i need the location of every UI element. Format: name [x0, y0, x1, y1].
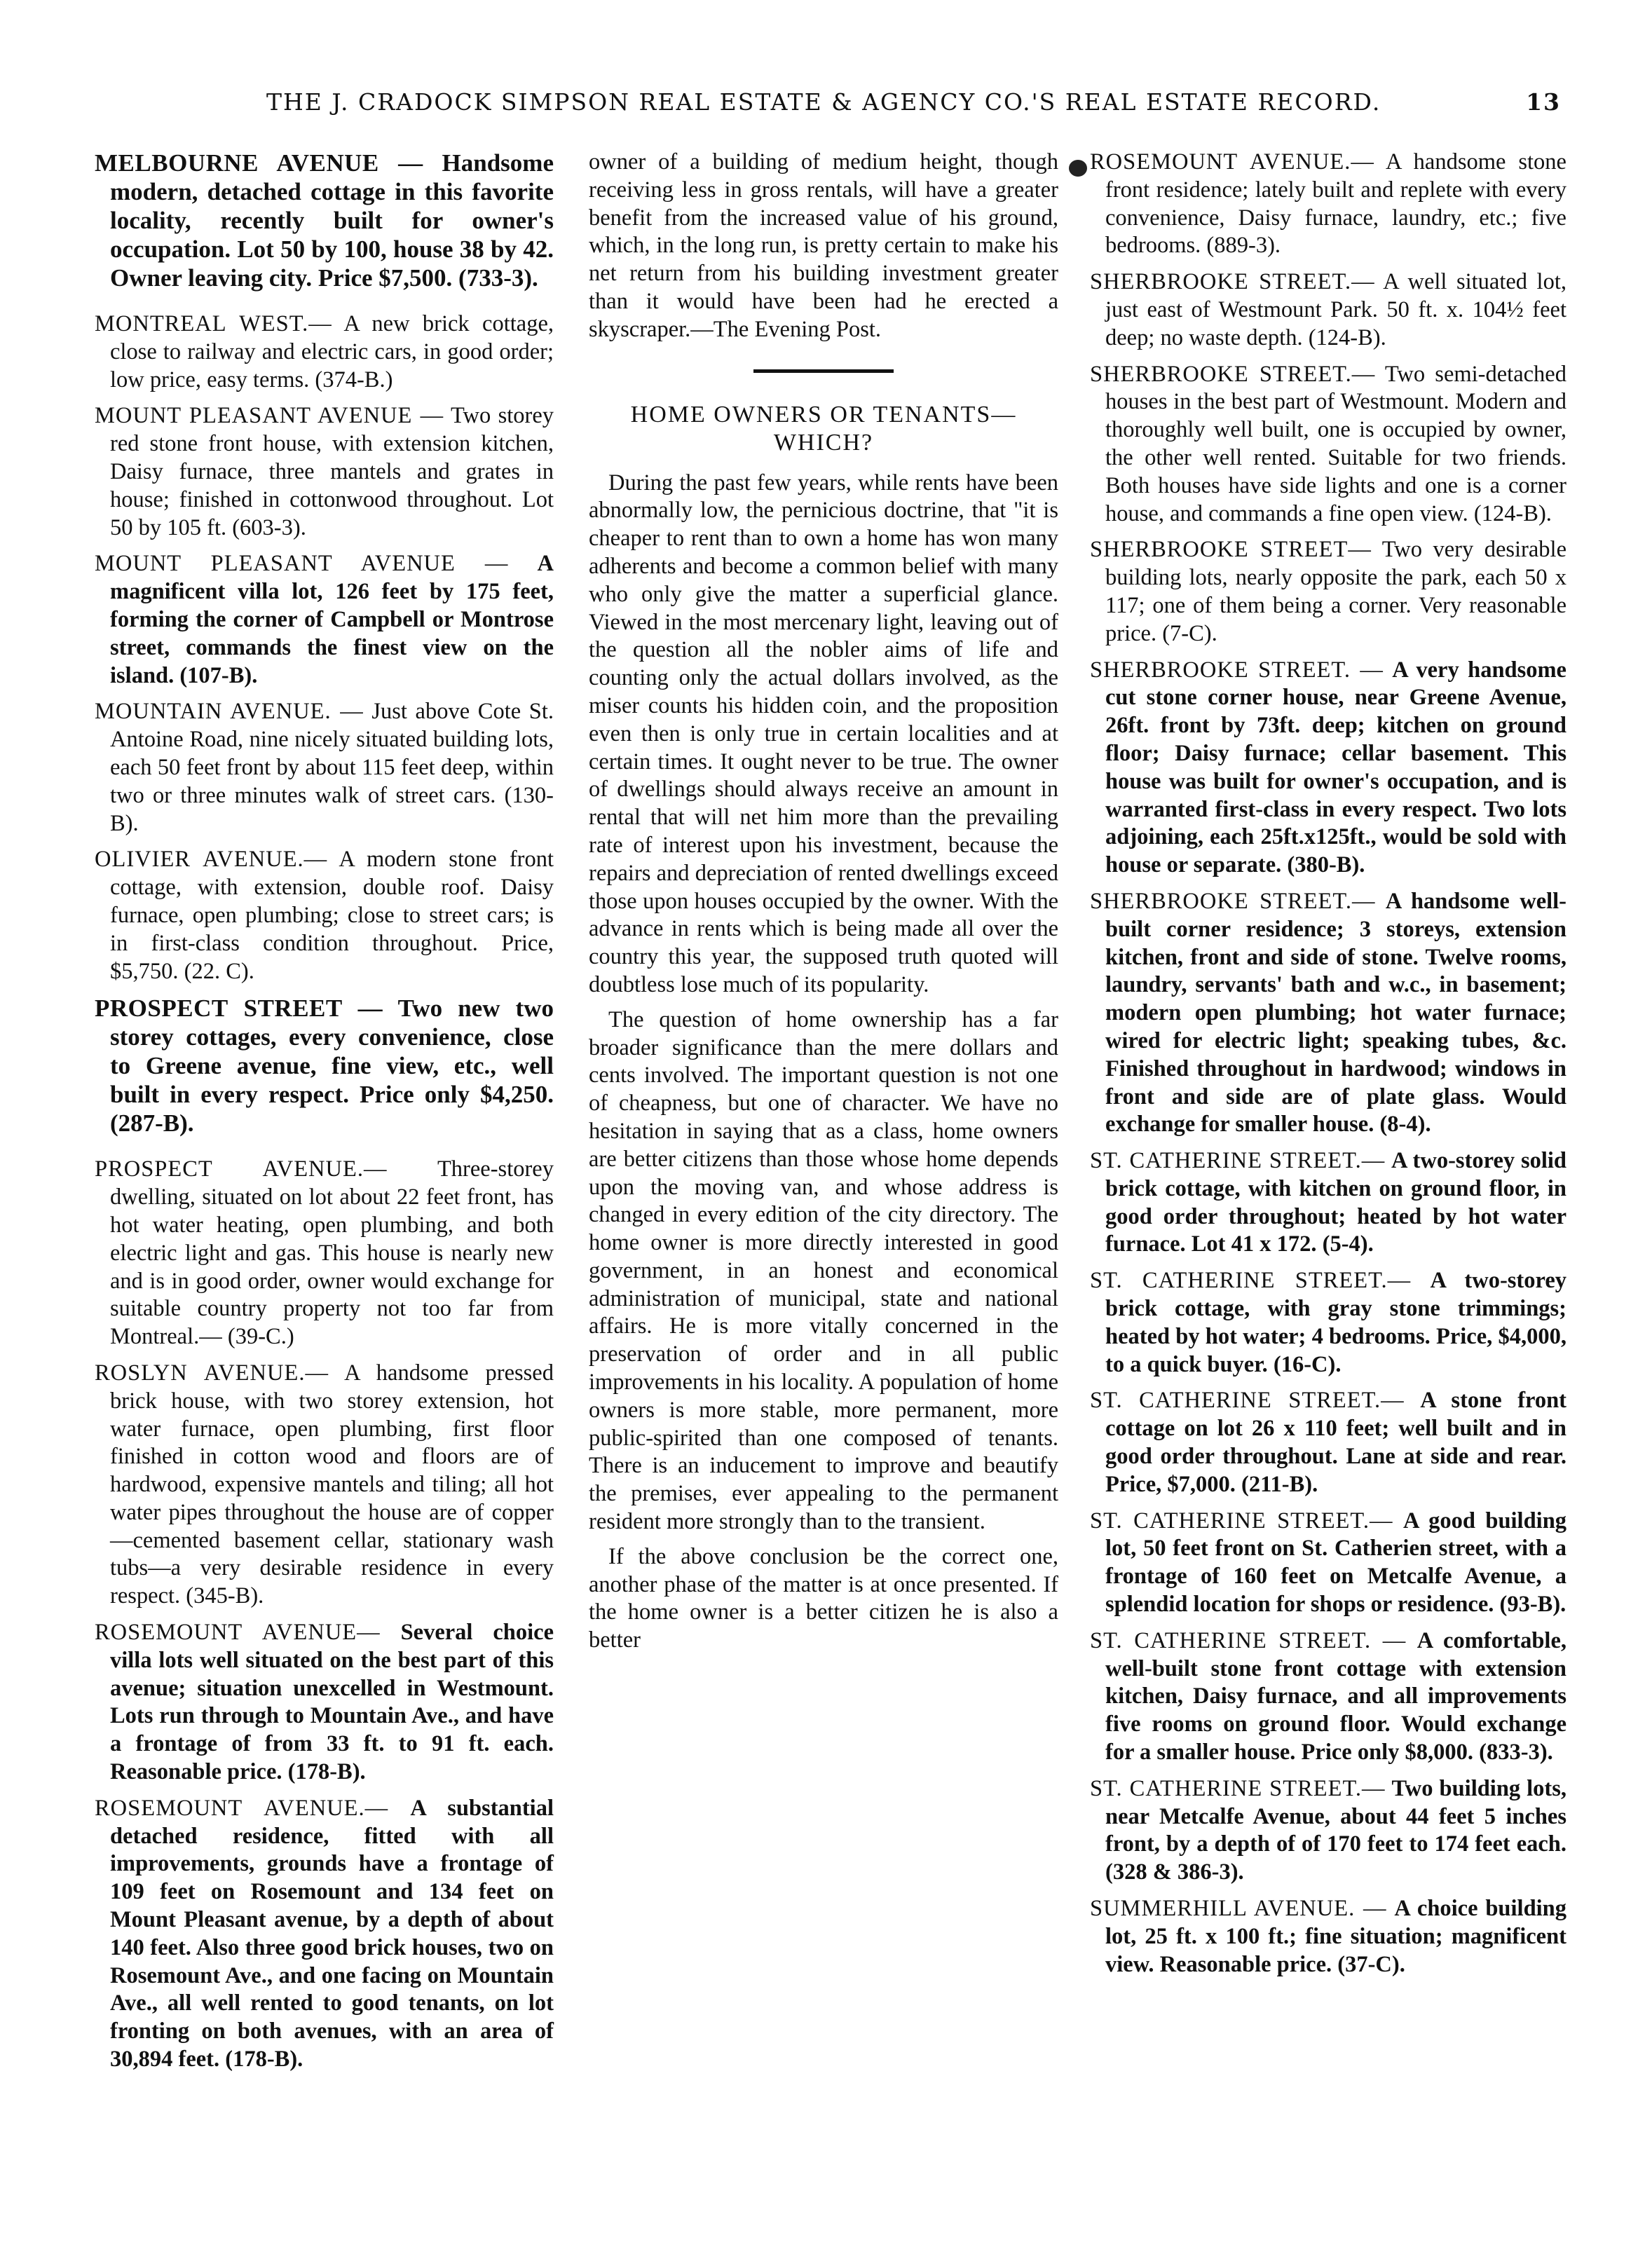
listing-entry: [95, 846, 554, 985]
listing-entry: [1090, 149, 1566, 260]
listing-entry: [95, 149, 554, 292]
listing-entry: [95, 994, 554, 1138]
page-number: 13: [1526, 88, 1561, 116]
listing-heading: ROSEMOUNT AVENUE.—: [95, 1795, 389, 1821]
listing-text: A good building lot, 50 feet front on St. Catherien street, with a frontage of 160 feet on Metcalfe Avenue, a splendid location for shops or residence. (93-B).: [1105, 1508, 1567, 1618]
listing-entry: [95, 1360, 554, 1611]
listing-heading: ST. CATHERINE STREET.—: [1090, 1508, 1393, 1533]
listing-entry: [95, 402, 554, 542]
listing-heading: MELBOURNE AVENUE —: [95, 149, 423, 177]
listing-entry: [95, 1795, 554, 2074]
column-middle: [589, 149, 1058, 1662]
listing-heading: ST. CATHERINE STREET. —: [1090, 1627, 1407, 1653]
listing-heading: ST. CATHERINE STREET.—: [1090, 1775, 1386, 1801]
listing-entry: [1090, 657, 1566, 880]
listing-entry: [1090, 1147, 1566, 1259]
listing-entry: [1090, 536, 1566, 648]
listing-entry: [1090, 361, 1566, 528]
listing-text: Three-storey dwelling, situated on lot about 22 feet front, has hot water heating, open plumbing, and both electric light and gas. This house is nearly new and is in good order, owner would exchange for suitable country property not too far from Montreal.— (39-C.): [110, 1156, 554, 1350]
listing-text: A handsome pressed brick house, with two storey extension, hot water furnace, open plumbing, first floor finished in cotton wood and floors are of hardwood, expensive mantels and tiling; all hot water pipes throughout the house are of copper—cemented basement cellar, stationary wash tubs—a very desirable residence in every respect. (345-B).: [110, 1360, 554, 1609]
listing-entry: [1090, 1267, 1566, 1379]
listing-text: Several choice villa lots well situated on the best part of this avenue; situation unexcelled in Westmount. Lots run through to Mountain Ave., and have a frontage of from 33 ft. to 91 ft. each. Reasonable price. (178-B).: [110, 1620, 554, 1785]
listing-text: Two semi-detached houses in the best part of Westmount. Modern and thoroughly well built, one is occupied by owner, the other well rented. Suitable for two friends. Both houses have side lights and one is a corner house, and commands a fine open view. (124-B).: [1105, 361, 1566, 526]
running-head: THE J. CRADOCK SIMPSON REAL ESTATE & AGENCY CO.'S REAL ESTATE RECORD.: [266, 88, 1381, 116]
listing-text: Two very desirable building lots, nearly opposite the park, each 50 x 117; one of them being a corner. Very reasonable price. (7-C).: [1105, 537, 1567, 646]
listing-entry: [1090, 1775, 1566, 1887]
listing-text: A comfortable, well-built stone front cottage with extension kitchen, Daisy furnace, and all improvements five rooms on ground floor. Would exchange for a smaller house. Price only $8,000. (833-3).: [1105, 1627, 1567, 1765]
listing-heading: ROSEMOUNT AVENUE.—: [1090, 149, 1374, 175]
listing-entry: [1090, 1895, 1566, 1979]
listing-text: A two-storey brick cottage, with gray stone trimmings; heated by hot water; 4 bedrooms. Price, $4,000, to a quick buyer. (16-C).: [1105, 1268, 1567, 1377]
listing-heading: MOUNTAIN AVENUE. —: [95, 699, 364, 725]
listing-entry: [1090, 268, 1566, 352]
listing-heading: SHERBROOKE STREET.—: [1090, 888, 1376, 914]
listing-entry: [95, 1619, 554, 1787]
listing-heading: SHERBROOKE STREET.—: [1090, 361, 1376, 387]
article-paragraph: During the past few years, while rents have been abnormally low, the pernicious doctrine, that "it is cheaper to rent than to own a home has won many adherents and become a common belief with many who only give the matter a superficial glance. Viewed in the most mercenary light, leaving out of the question all the nobler aims of life and counting only the actual dollars involved, as the miser counts his hidden coin, and the proposition even then is only true in certain localities and at certain times. It ought never to be true. The owner of dwellings should always receive an amount in rental that will net him more than the prevailing rate of interest upon his investment, because the repairs and depreciation of rented dwellings exceed those upon houses occupied by the owner. With the advance in rents which is being made all over the country this year, the supposed truth quoted will doubtless lose much of its popularity.: [589, 470, 1058, 997]
listing-text: A very handsome cut stone corner house, near Greene Avenue, 26ft. front by 73ft. deep; kitchen on ground floor; Daisy furnace; cellar basement. This house was built for owner's occupation, and is warranted first-class in every respect. Two lots adjoining, each 25ft.x125ft., would be sold with house or separate. (380-B).: [1105, 657, 1566, 878]
listing-entry: [95, 550, 554, 690]
listing-text: A well situated lot, just east of Westmount Park. 50 ft. x. 104½ feet deep; no waste depth. (124-B).: [1105, 269, 1566, 350]
listing-entry: [95, 1156, 554, 1351]
listing-text: A two-storey solid brick cottage, with kitchen on ground floor, in good order throughout; heated by hot water furnace. Lot 41 x 172. (5-4).: [1105, 1148, 1567, 1257]
ink-blot: [1069, 160, 1087, 177]
listing-text: Handsome modern, detached cottage in this favorite locality, recently built for owner's occupation. Lot 50 by 100, house 38 by 42. Owner leaving city. Price $7,500. (733-3).: [110, 149, 554, 292]
listing-heading: SHERBROOKE STREET.—: [1090, 269, 1375, 295]
listing-heading: ST. CATHERINE STREET.—: [1090, 1148, 1386, 1174]
article-paragraph: The question of home ownership has a far broader significance than the mere dollars and cents involved. The important question is not one of cheapness, but one of character. We have no hesitation in saying that as a class, home owners are better citizens than those whose home depends upon the moving van, and whose address is changed in every edition of the city directory. The home owner is more directly interested in good government, in an honest and economical administration of municipal, state and national affairs. He is more vitally concerned in the preservation of order and in all public improvements in his locality. A population of home owners is more stable, more permanent, more public-spirited than one composed of tenants. There is an inducement to improve and beautify the premises, ever appealing to the permanent resident more strongly than to the transient.: [589, 1006, 1058, 1535]
listing-heading: ROSEMOUNT AVENUE—: [95, 1620, 381, 1646]
listing-text: A new brick cottage, close to railway and electric cars, in good order; low price, easy terms. (374-B.): [110, 311, 554, 392]
listing-heading: MOUNT PLEASANT AVENUE —: [95, 403, 444, 429]
listing-heading: SHERBROOKE STREET. —: [1090, 657, 1384, 683]
article-title: HOME OWNERS OR TENANTS—WHICH?: [630, 401, 1017, 456]
column-right: [1090, 149, 1566, 1987]
article-continuation: owner of a building of medium height, though receiving less in gross rentals, will have a greater benefit from the increased value of his ground, which, in the long run, is pretty certain to make his net return from his building investment greater than it would have been had he erected a skyscraper.—The Evening Post.: [589, 149, 1058, 342]
listing-heading: MONTREAL WEST.—: [95, 311, 332, 336]
listing-text: A modern stone front cottage, with extension, double roof. Daisy furnace, open plumbing; close to street cars; is in first-class condition throughout. Price, $5,750. (22. C).: [110, 847, 554, 984]
column-left: [95, 149, 554, 2082]
section-rule: [753, 369, 894, 373]
listing-heading: OLIVIER AVENUE.—: [95, 847, 328, 873]
article-paragraph: If the above conclusion be the correct one, another phase of the matter is at once presented. If the home owner is a better citizen he is also a better: [589, 1543, 1058, 1653]
listing-heading: PROSPECT STREET —: [95, 995, 383, 1023]
listing-text: Two storey red stone front house, with extension kitchen, Daisy furnace, three mantels and grates in house; finished in cottonwood throughout. Lot 50 by 105 ft. (603-3).: [110, 403, 554, 540]
listing-entry: [1090, 1387, 1566, 1498]
listing-heading: MOUNT PLEASANT AVENUE —: [95, 551, 509, 577]
listing-heading: ST. CATHERINE STREET.—: [1090, 1268, 1412, 1294]
listing-text: A handsome stone front residence; lately built and replete with every convenience, Daisy furnace, laundry, etc.; five bedrooms. (889-3).: [1105, 149, 1566, 259]
listing-heading: SHERBROOKE STREET—: [1090, 537, 1372, 563]
listing-heading: SUMMERHILL AVENUE. —: [1090, 1896, 1387, 1922]
listing-text: A stone front cottage on lot 26 x 110 feet; well built and in good order throughout. Lane at side and rear. Price, $7,000. (211-B).: [1105, 1388, 1566, 1497]
listing-text: Just above Cote St. Antoine Road, nine nicely situated building lots, each 50 feet front by about 115 feet deep, within two or three minutes walk of street cars. (130-B).: [110, 699, 554, 836]
listing-heading: PROSPECT AVENUE.—: [95, 1156, 388, 1182]
listing-text: A magnificent villa lot, 126 feet by 175 feet, forming the corner of Campbell or Montrose street, commands the finest view on the island. (107-B).: [110, 551, 554, 688]
listing-text: A choice building lot, 25 ft. x 100 ft.; fine situation; magnificent view. Reasonable price. (37-C).: [1105, 1896, 1566, 1977]
listing-text: Two building lots, near Metcalfe Avenue, about 44 feet 5 inches front, by a depth of of 170 feet to 174 feet each. (328 & 386-3).: [1105, 1775, 1567, 1885]
listing-text: A substantial detached residence, fitted with all improvements, grounds have a frontage of 109 feet on Rosemount and 134 feet on Mount Pleasant avenue, by a depth of about 140 feet. Also three good brick houses, two on Rosemount Ave., and one facing on Mountain Ave., all well rented to good tenants, on lot fronting on both avenues, with an area of 30,894 feet. (178-B).: [110, 1795, 554, 2072]
listing-text: A handsome well-built corner residence; 3 storeys, extension kitchen, front and side of stone. Twelve rooms, laundry, servants' bath and w.c., in basement; modern open plumbing; hot water furnace; wired for electric light; speaking tubes, &c. Finished throughout in hardwood; windows in front and side are of plate glass. Would exchange for smaller house. (8-4).: [1105, 888, 1566, 1138]
listing-heading: ROSLYN AVENUE.—: [95, 1360, 329, 1386]
listing-text: Two new two storey cottages, every convenience, close to Greene avenue, fine view, etc., well built in every respect. Price only $4,250. (287-B).: [110, 995, 554, 1138]
listing-heading: ST. CATHERINE STREET.—: [1090, 1388, 1405, 1414]
listing-entry: [95, 310, 554, 394]
listing-entry: [1090, 888, 1566, 1139]
page-header: [0, 83, 1645, 125]
listing-entry: [1090, 1627, 1566, 1767]
listing-entry: [95, 698, 554, 838]
listing-entry: [1090, 1508, 1566, 1619]
